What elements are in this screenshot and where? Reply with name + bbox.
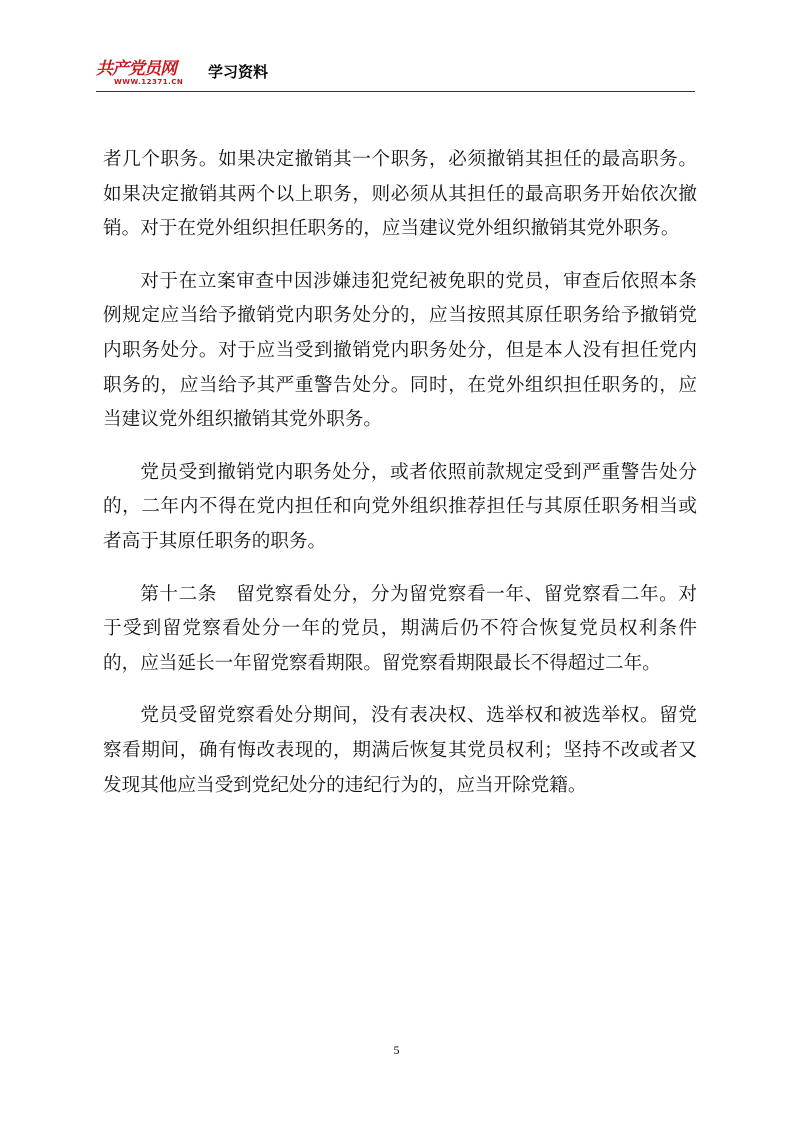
header-divider (96, 91, 695, 92)
page-number: 5 (393, 1043, 400, 1057)
document-body (103, 143, 697, 821)
paragraph: 党员受留党察看处分期间，没有表决权、选举权和被选举权。留党察看期间，确有悔改表现的，期满后恢复其党员权利；坚持不改或者又发现其他应当受到党纪处分的违纪行为的，应当开除党籍。 (103, 705, 697, 796)
site-logo[interactable]: 共产党员网 (96, 59, 176, 79)
site-logo-url: WWW.12371.CN (114, 78, 184, 86)
paragraph: 对于在立案审查中因涉嫌违犯党纪被免职的党员，审查后依照本条例规定应当给予撤销党内职务处分的，应当按照其原任职务给予撤销党内职务处分。对于应当受到撤销党内职务处分，但是本人没有担任党内职务的，应当给予其严重警告处分。同时，在党外组织担任职务的，应当建议党外组织撤销其党外职务。 (103, 270, 697, 431)
page-header (96, 54, 696, 98)
header-title: 学习资料 (208, 63, 269, 81)
paragraph: 者几个职务。如果决定撤销其一个职务，必须撤销其担任的最高职务。如果决定撤销其两个以上职务，则必须从其担任的最高职务开始依次撤销。对于在党外组织担任职务的，应当建议党外组织撤销其党外职务。 (103, 149, 697, 240)
paragraph: 党员受到撤销党内职务处分，或者依照前款规定受到严重警告处分的，二年内不得在党内担任和向党外组织推荐担任与其原任职务相当或者高于其原任职务的职务。 (103, 461, 697, 552)
paragraph: 第十二条 留党察看处分，分为留党察看一年、留党察看二年。对于受到留党察看处分一年的党员，期满后仍不符合恢复党员权利条件的，应当延长一年留党察看期限。留党察看期限最长不得超过二年。 (103, 583, 697, 674)
